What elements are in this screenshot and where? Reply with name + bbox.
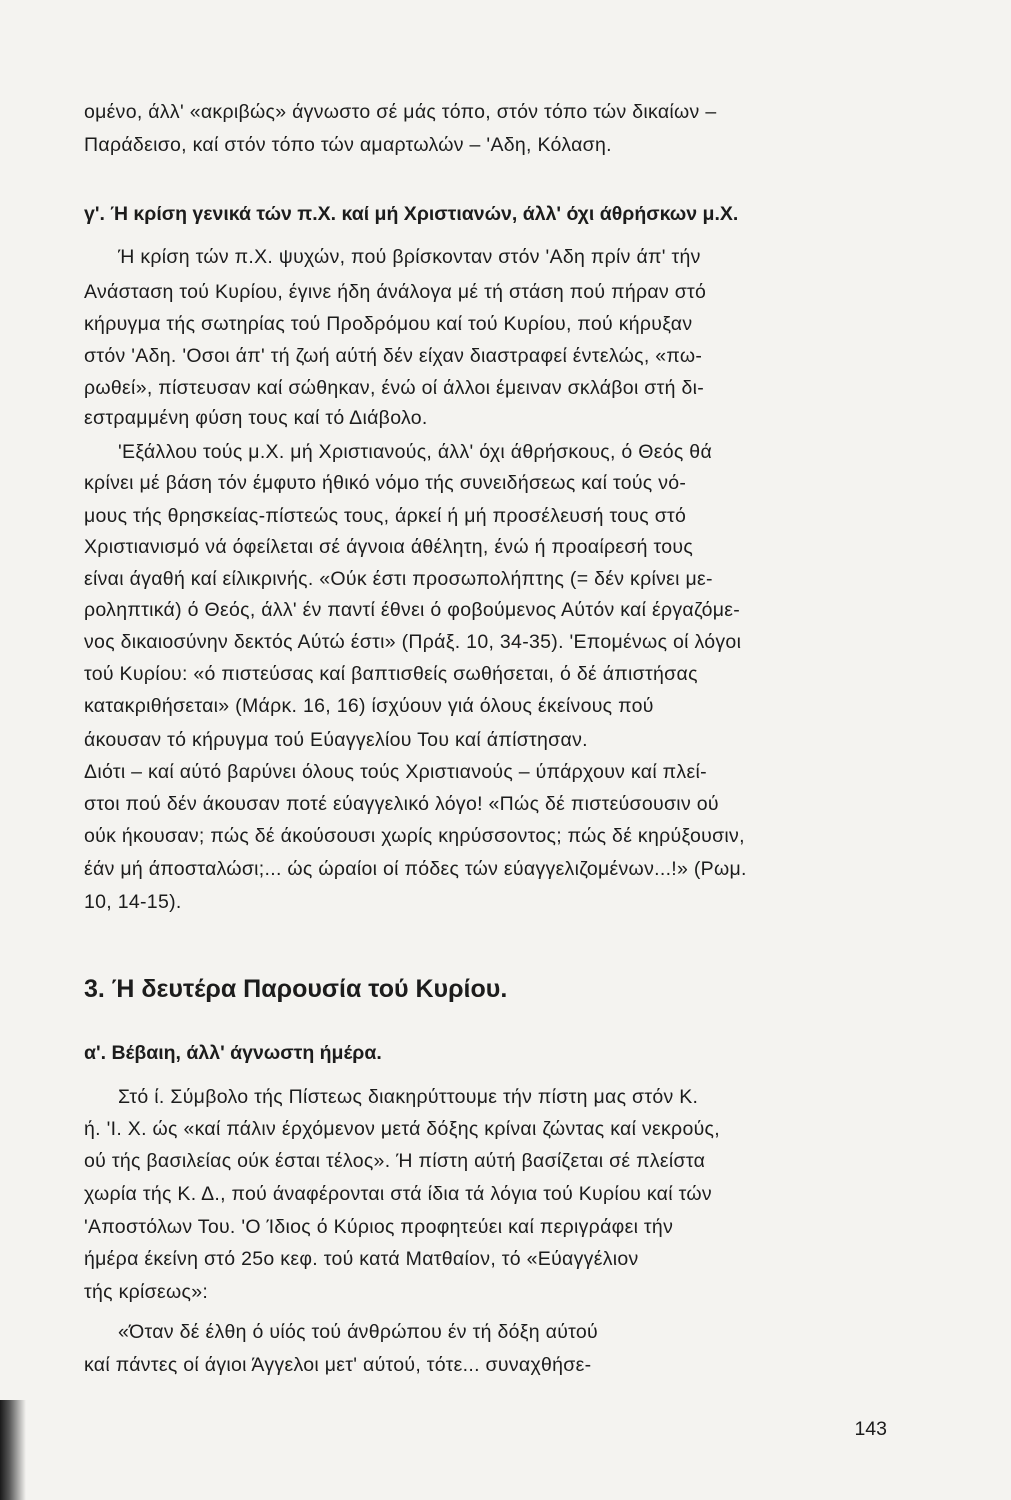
text-line: κρίνει μέ βάση τόν έμφυτο ήθικό νόμο τής συνειδήσεως καί τούς νό-	[84, 472, 687, 494]
subheading-gamma: γ'. Ή κρίση γενικά τών π.Χ. καί μή Χριστιανών, άλλ' όχι άθρήσκων μ.Χ.	[84, 203, 739, 225]
subheading-alpha: α'. Βέβαιη, άλλ' άγνωστη ήμέρα.	[84, 1042, 382, 1064]
text-line: χωρία τής Κ. Δ., πού άναφέρονται στά ίδια τά λόγια τού Κυρίου καί τών	[84, 1183, 712, 1205]
page-number: 143	[854, 1418, 887, 1440]
text-line: νος δικαιοσύνην δεκτός Αύτώ έστι» (Πράξ. 10, 34-35). 'Επομένως οί λόγοι	[84, 631, 742, 653]
text-line: τής κρίσεως»:	[84, 1281, 209, 1303]
text-line: στοι πού δέν άκουσαν ποτέ εύαγγελικό λόγο! «Πώς δέ πιστεύσουσιν ού	[84, 793, 719, 815]
text-line: τού Κυρίου: «ό πιστεύσας καί βαπτισθείς σωθήσεται, ό δέ άπιστήσας	[84, 663, 698, 685]
text-line: Χριστιανισμό νά όφείλεται σέ άγνοια άθέλητη, ένώ ή προαίρεσή τους	[84, 536, 694, 558]
text-line: 10, 14-15).	[84, 891, 182, 913]
text-line: ροληπτικά) ό Θεός, άλλ' έν παντί έθνει ό φοβούμενος Αύτόν καί έργαζόμε-	[84, 599, 741, 621]
text-line: στόν 'Αδη. 'Οσοι άπ' τή ζωή αύτή δέν είχαν διαστραφεί έντελώς, «πω-	[84, 345, 703, 367]
section-heading: 3. Ή δευτέρα Παρουσία τού Κυρίου.	[84, 975, 508, 1003]
text-line: Στό ί. Σύμβολο τής Πίστεως διακηρύττουμε τήν πίστη μας στόν Κ.	[118, 1086, 699, 1108]
text-line: ήμέρα έκείνη στό 25ο κεφ. τού κατά Ματθαίον, τό «Εύαγγέλιον	[84, 1248, 639, 1270]
text-line: άκουσαν τό κήρυγμα τού Εύαγγελίου Του καί άπίστησαν.	[84, 729, 588, 751]
text-line: ή. 'Ι. Χ. ώς «καί πάλιν έρχόμενον μετά δόξης κρίναι ζώντας καί νεκρούς,	[84, 1118, 720, 1140]
text-line: Ή κρίση τών π.Χ. ψυχών, πού βρίσκονταν στόν 'Αδη πρίν άπ' τήν	[118, 246, 701, 268]
text-line: κήρυγμα τής σωτηρίας τού Προδρόμου καί τού Κυρίου, πού κήρυξαν	[84, 313, 693, 335]
text-line: μους τής θρησκείας-πίστεώς τους, άρκεί ή μή προσέλευσή τους στό	[84, 505, 687, 527]
text-line: 'Αποστόλων Του. 'Ο Ίδιος ό Κύριος προφητεύει καί περιγράφει τήν	[84, 1216, 674, 1238]
text-line: ομένο, άλλ' «ακριβώς» άγνωστο σέ μάς τόπο, στόν τόπο τών δικαίων –	[84, 101, 717, 123]
text-line: Ανάσταση τού Κυρίου, έγινε ήδη άνάλογα μέ τή στάση πού πήραν στό	[84, 281, 707, 303]
text-line: Διότι – καί αύτό βαρύνει όλους τούς Χριστιανούς – ύπάρχουν καί πλεί-	[84, 761, 707, 783]
text-line: «Όταν δέ έλθη ό υίός τού άνθρώπου έν τή δόξη αύτού	[118, 1321, 599, 1343]
binding-edge-shadow	[0, 1400, 26, 1500]
text-line: έάν μή άποσταλώσι;... ώς ώραίοι οί πόδες τών εύαγγελιζομένων...!» (Ρωμ.	[84, 858, 747, 880]
text-line: 'Εξάλλου τούς μ.Χ. μή Χριστιανούς, άλλ' όχι άθρήσκους, ό Θεός θά	[118, 441, 713, 463]
text-line: ούκ ήκουσαν; πώς δέ άκούσουσι χωρίς κηρύσσοντος; πώς δέ κηρύξουσιν,	[84, 825, 745, 847]
text-line: καί πάντες οί άγιοι Άγγελοι μετ' αύτού, τότε... συναχθήσε-	[84, 1354, 592, 1376]
text-line: ού τής βασιλείας ούκ έσται τέλος». Ή πίστη αύτή βασίζεται σέ πλείστα	[84, 1150, 706, 1172]
text-line: είναι άγαθή καί είλικρινής. «Ούκ έστι προσωπολήπτης (= δέν κρίνει με-	[84, 568, 713, 590]
text-line: Παράδεισο, καί στόν τόπο τών αμαρτωλών – 'Αδη, Κόλαση.	[84, 134, 612, 156]
text-line: ρωθεί», πίστευσαν καί σώθηκαν, ένώ οί άλλοι έμειναν σκλάβοι στή δι-	[84, 377, 705, 399]
text-line: κατακριθήσεται» (Μάρκ. 16, 16) ίσχύουν γιά όλους έκείνους πού	[84, 695, 654, 717]
text-line: εστραμμένη φύση τους καί τό Διάβολο.	[84, 407, 428, 429]
